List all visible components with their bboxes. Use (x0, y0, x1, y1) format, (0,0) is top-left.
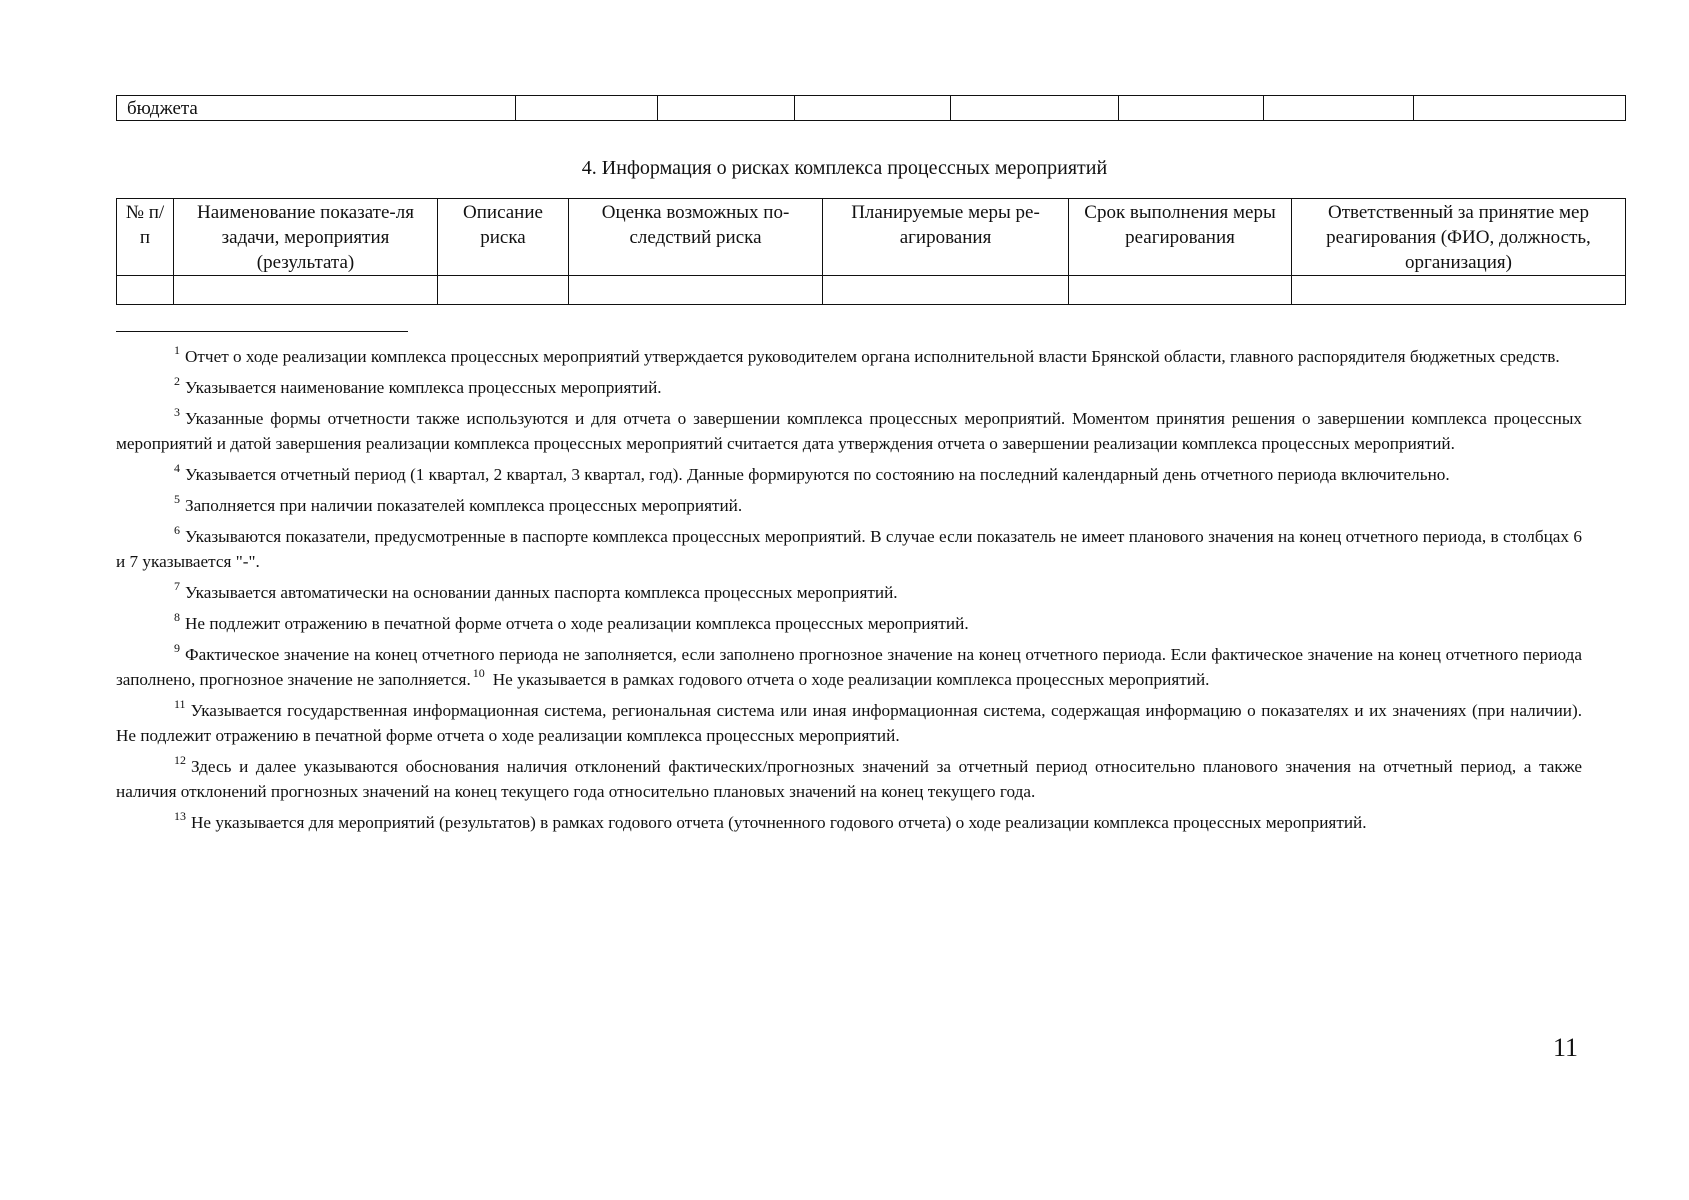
footnote-text: Указывается государственная информационная система, региональная система или иная информационная система, содержащая информацию о показателях и их значениях (при наличии). Не подлежит отражению в печатной форме отчета о ходе реализации комплекса процессных мероприятий. (116, 701, 1582, 745)
footnote-number: 6 (174, 523, 180, 537)
footnote-4 (116, 462, 1582, 487)
table-cell (658, 96, 795, 121)
footnote-text: Здесь и далее указываются обоснования наличия отклонений фактических/прогнозных значений за отчетный период относительно планового значения на отчетный период, а также наличия отклонений прогнозных значений на конец текущего года относительно плановых значений на конец текущего года. (116, 757, 1582, 801)
table-row (117, 96, 1626, 121)
table-cell (1292, 276, 1626, 305)
footnote-number: 2 (174, 374, 180, 388)
footnote-number: 11 (174, 697, 186, 711)
footnote-number: 8 (174, 610, 180, 624)
footnote-number: 12 (174, 753, 186, 767)
footnote-6 (116, 524, 1582, 574)
table-cell (174, 276, 438, 305)
footnote-separator (116, 331, 408, 332)
footnote-number: 7 (174, 579, 180, 593)
footnote-number: 3 (174, 405, 180, 419)
footnote-text: Не подлежит отражению в печатной форме отчета о ходе реализации комплекса процессных мероприятий. (185, 614, 969, 633)
table-cell (569, 276, 823, 305)
footnote-text: Не указывается для мероприятий (результатов) в рамках годового отчета (уточненного годового отчета) о ходе реализации комплекса процессных мероприятий. (191, 813, 1367, 832)
risk-table-header-row (117, 199, 1626, 276)
table-cell (823, 276, 1069, 305)
footnote-text: Указывается наименование комплекса процессных мероприятий. (185, 378, 662, 397)
footnote-9 (116, 642, 1582, 692)
footnote-7 (116, 580, 1582, 605)
footnote-number: 1 (174, 343, 180, 357)
footnote-3 (116, 406, 1582, 456)
table-cell (795, 96, 951, 121)
risk-table (116, 198, 1626, 305)
footnote-text: Указываются показатели, предусмотренные в паспорте комплекса процессных мероприятий. В случае если показатель не имеет планового значения на конец отчетного периода, в столбцах 6 и 7 указывается "-". (116, 527, 1582, 571)
table-cell: бюджета (117, 96, 516, 121)
table-cell (516, 96, 658, 121)
footnote-number: 4 (174, 461, 180, 475)
table-cell (438, 276, 569, 305)
table-cell (1119, 96, 1264, 121)
column-header-deadline: Срок выполнения меры реагирования (1069, 199, 1292, 276)
table-cell (117, 276, 174, 305)
footnote-2 (116, 375, 1582, 400)
footnote-5 (116, 493, 1582, 518)
footnote-12 (116, 754, 1582, 804)
footnote-text: Указанные формы отчетности также используются и для отчета о завершении комплекса процессных мероприятий. Моментом принятия решения о завершении комплекса процессных мероприятий и датой завершения реализации комплекса процессных мероприятий считается дата утверждения отчета о завершении реализации комплекса процессных мероприятий. (116, 409, 1582, 453)
column-header-responsible: Ответственный за принятие мер реагирования (ФИО, должность, организация) (1292, 199, 1626, 276)
table-row (117, 276, 1626, 305)
footnote-number: 9 (174, 641, 180, 655)
section-title: 4. Информация о рисках комплекса процессных мероприятий (581, 157, 1108, 179)
footnote-number: 5 (174, 492, 180, 506)
footnote-text: Не указывается в рамках годового отчета о ходе реализации комплекса процессных мероприятий. (492, 670, 1210, 689)
footnotes (116, 344, 1582, 841)
footnote-13 (116, 810, 1582, 835)
budget-table-continuation (116, 95, 1626, 121)
column-header-number: № п/п (117, 199, 174, 276)
column-header-consequences: Оценка возможных по-следствий риска (569, 199, 823, 276)
footnote-text: Отчет о ходе реализации комплекса процессных мероприятий утверждается руководителем органа исполнительной власти Брянской области, главного распорядителя бюджетных средств. (185, 347, 1560, 366)
column-header-planned-measures: Планируемые меры ре-агирования (823, 199, 1069, 276)
page-number: 11 (1553, 1033, 1579, 1062)
footnote-text: Указывается отчетный период (1 квартал, 2 квартал, 3 квартал, год). Данные формируются по состоянию на последний календарный день отчетного периода включительно. (185, 465, 1450, 484)
footnote-text: Указывается автоматически на основании данных паспорта комплекса процессных мероприятий. (185, 583, 898, 602)
footnote-text: Заполняется при наличии показателей комплекса процессных мероприятий. (185, 496, 743, 515)
column-header-indicator-name: Наименование показате-ля задачи, мероприятия (результата) (174, 199, 438, 276)
footnote-number-inline: 10 (472, 666, 485, 680)
footnote-8 (116, 611, 1582, 636)
column-header-risk-description: Описание риска (438, 199, 569, 276)
table-cell (951, 96, 1119, 121)
footnote-11 (116, 698, 1582, 748)
table-cell (1414, 96, 1626, 121)
table-cell (1264, 96, 1414, 121)
footnote-number: 13 (174, 809, 186, 823)
table-cell (1069, 276, 1292, 305)
footnote-text: Фактическое значение на конец отчетного периода не заполняется, если заполнено прогнозное значение на конец отчетного периода. Если фактическое значение на конец отчетного периода заполнено, прогнозное значение не заполняется. (116, 645, 1582, 689)
footnote-1 (116, 344, 1582, 369)
